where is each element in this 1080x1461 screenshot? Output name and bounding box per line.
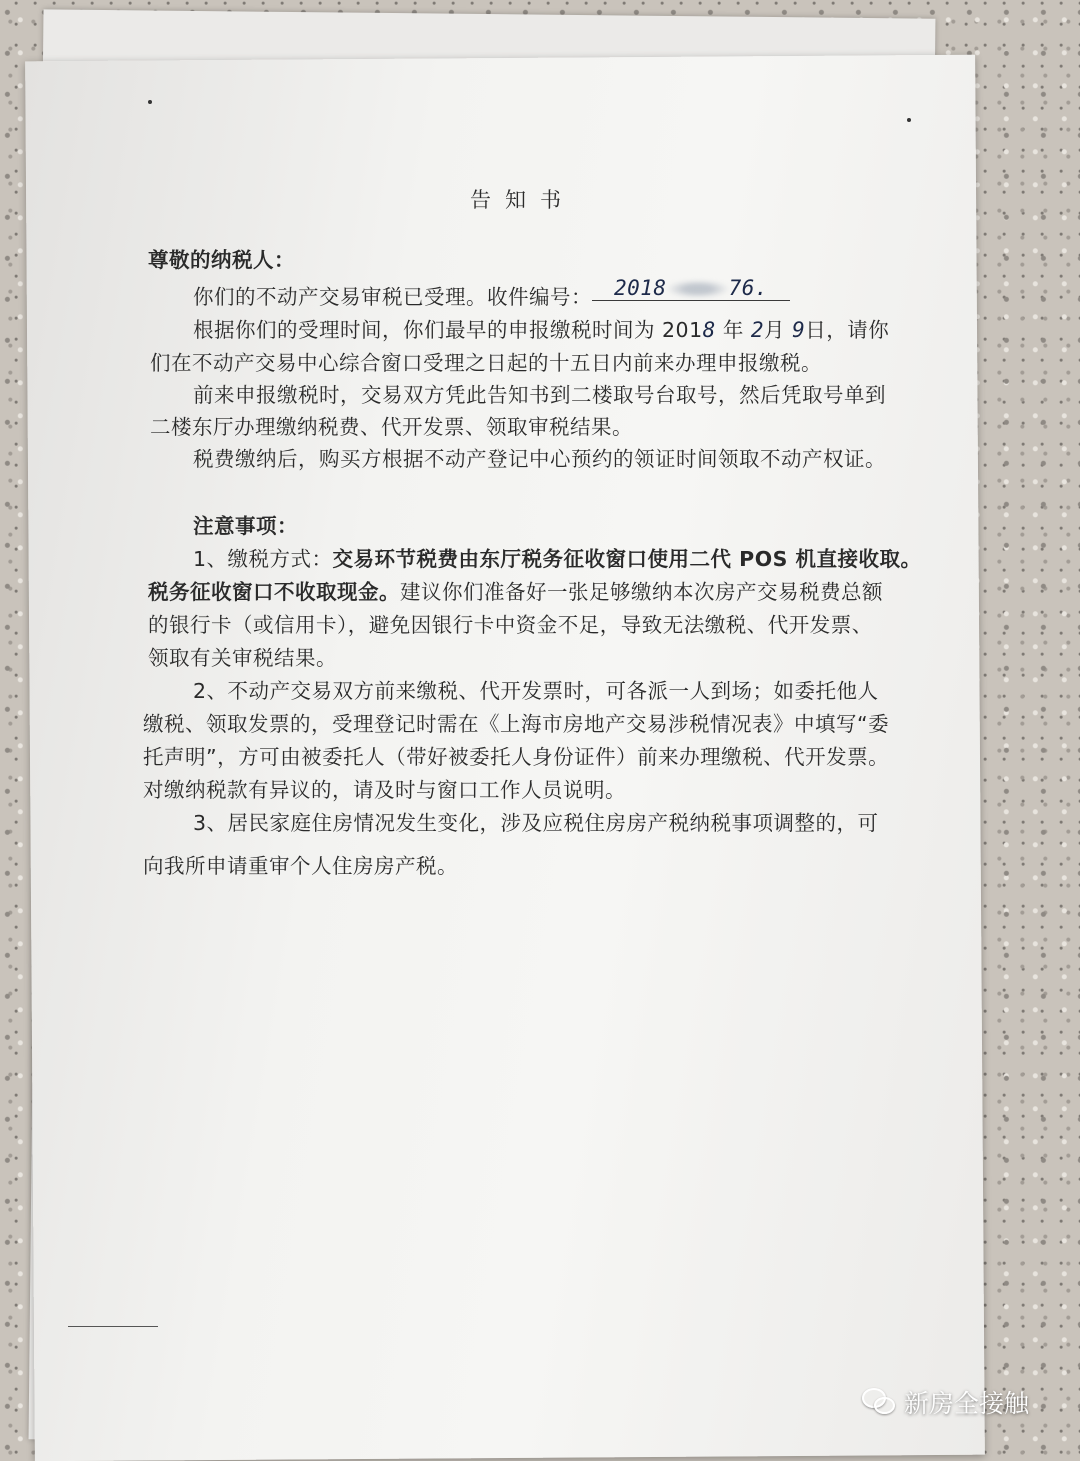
deadline-day-handwritten: 9 bbox=[792, 318, 806, 342]
note1-line-1 bbox=[193, 542, 922, 572]
intro-line-3: 们在不动产交易中心综合窗口受理之日起的十五日内前来办理申报缴税。 bbox=[150, 351, 822, 375]
note1-label: 1、缴税方式： bbox=[193, 547, 333, 571]
wechat-icon bbox=[862, 1388, 896, 1416]
watermark bbox=[862, 1384, 1029, 1420]
receipt-prefix: 你们的不动产交易审税已受理。收件编号： bbox=[193, 285, 592, 309]
deadline-line bbox=[193, 313, 889, 343]
note2-line-4: 对缴纳税款有异议的，请及时与窗口工作人员说明。 bbox=[143, 778, 626, 802]
note3-line-1: 3、居民家庭住房情况发生变化，涉及应税住房房产税纳税事项调整的，可 bbox=[193, 811, 879, 835]
note3-line-2: 向我所申请重审个人住房房产税。 bbox=[143, 854, 458, 878]
deadline-year-label: 年 bbox=[722, 318, 744, 342]
deadline-month-handwritten: 2 bbox=[750, 318, 765, 342]
salutation: 尊敬的纳税人： bbox=[148, 248, 295, 272]
paper-speck bbox=[148, 100, 152, 104]
intro-line-6: 税费缴纳后，购买方根据不动产登记中心预约的领证时间领取不动产权证。 bbox=[193, 447, 886, 471]
document-title: 告知书 bbox=[470, 188, 575, 212]
note1-bold-text: 交易环节税费由东厅税务征收窗口使用二代 POS 机直接收取。 bbox=[332, 547, 922, 571]
paper-speck bbox=[907, 118, 911, 122]
note1-no-cash-bold: 税务征收窗口不收取现金。 bbox=[148, 580, 400, 604]
note2-line-2: 缴税、领取发票的，受理登记时需在《上海市房地产交易涉税情况表》中填写“委 bbox=[143, 712, 890, 736]
receipt-number-handwritten bbox=[614, 276, 768, 300]
note1-suggestion: 建议你们准备好一张足够缴纳本次房产交易税费总额 bbox=[400, 580, 883, 604]
deadline-month-label: 月 bbox=[764, 318, 786, 342]
deadline-day-label: 日，请你 bbox=[805, 318, 890, 342]
receipt-number-end: 76. bbox=[728, 276, 769, 300]
note2-line-1: 2、不动产交易双方前来缴税、代开发票时，可各派一人到场；如委托他人 bbox=[193, 679, 879, 703]
note1-line-4: 领取有关审税结果。 bbox=[148, 646, 337, 670]
deadline-text: 根据你们的受理时间，你们最早的申报缴税时间为 201 bbox=[193, 318, 703, 342]
intro-line-5: 二楼东厅办理缴纳税费、代开发票、领取审税结果。 bbox=[150, 415, 633, 439]
receipt-number-underline bbox=[592, 300, 790, 301]
paper-edge-line bbox=[68, 1326, 158, 1327]
receipt-number-start: 2018 bbox=[614, 276, 667, 300]
note2-line-3: 托声明”，方可由被委托人（带好被委托人身份证件）前来办理缴税、代开发票。 bbox=[143, 745, 890, 769]
note1-line-3: 的银行卡（或信用卡），避免因银行卡中资金不足，导致无法缴税、代开发票、 bbox=[148, 613, 873, 637]
intro-line-4: 前来申报缴税时，交易双方凭此告知书到二楼取号台取号，然后凭取号单到 bbox=[193, 383, 886, 407]
note1-line-2 bbox=[148, 575, 883, 605]
redaction-blur bbox=[667, 280, 729, 298]
receipt-number-line bbox=[193, 280, 592, 310]
notes-heading: 注意事项： bbox=[193, 514, 298, 538]
deadline-year-handwritten: 8 bbox=[702, 318, 716, 342]
watermark-text: 新房全接触 bbox=[904, 1389, 1030, 1418]
